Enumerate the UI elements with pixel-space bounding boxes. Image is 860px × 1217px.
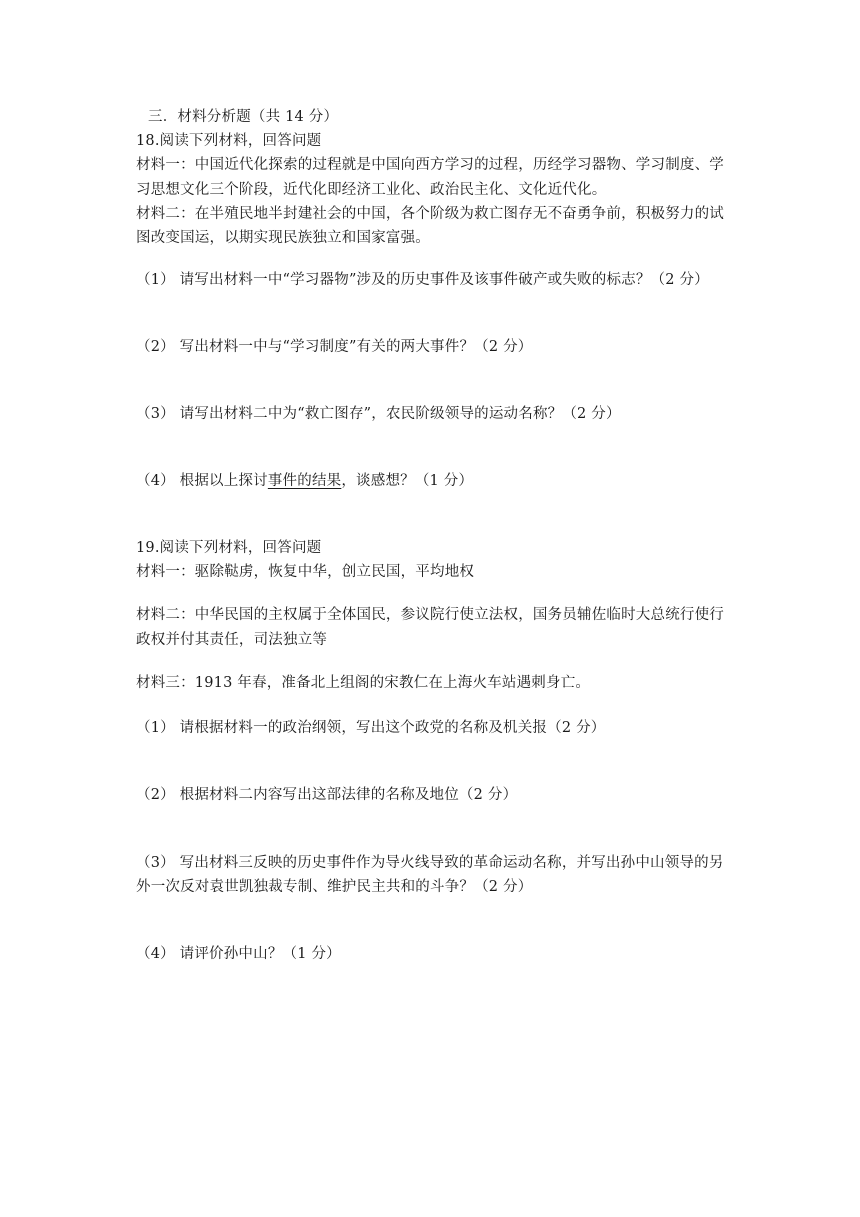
q19-subquestion-1: （1） 请根据材料一的政治纲领，写出这个政党的名称及机关报（2 分）	[136, 720, 606, 736]
q19-heading: 19.阅读下列材料，回答问题	[136, 540, 322, 556]
q19-subquestion-4: （4） 请评价孙中山？（1 分）	[136, 946, 341, 962]
q18-subquestion-3: （3） 请写出材料二中为“救亡图存”，农民阶级领导的运动名称？（2 分）	[136, 406, 621, 422]
q18-sub4-suffix: ，谈感想？（1 分）	[341, 473, 474, 489]
q18-subquestion-1: （1） 请写出材料一中“学习器物”涉及的历史事件及该事件破产或失败的标志？（2 分）	[136, 272, 709, 288]
q18-material2-line2: 图改变国运，以期实现民族独立和国家富强。	[136, 230, 430, 246]
q18-material1-line2: 习思想文化三个阶段，近代化即经济工业化、政治民主化、文化近代化。	[136, 182, 607, 198]
q19-material3: 材料三：1913 年春，准备北上组阁的宋教仁在上海火车站遇刺身亡。	[136, 675, 591, 691]
q18-subquestion-2: （2） 写出材料一中与“学习制度”有关的两大事件？（2 分）	[136, 339, 533, 355]
q19-subquestion-3-line2: 外一次反对袁世凯独裁专制、维护民主共和的斗争？（2 分）	[136, 879, 533, 895]
q19-subquestion-3-line1: （3） 写出材料三反映的历史事件作为导火线导致的革命运动名称，并写出孙中山领导的另	[136, 855, 724, 871]
q18-subquestion-4	[136, 471, 473, 491]
q18-material1-line1: 材料一：中国近代化探索的过程就是中国向西方学习的过程，历经学习器物、学习制度、学	[136, 157, 724, 173]
section-title: 三．材料分析题（共 14 分）	[148, 109, 339, 125]
q18-heading: 18.阅读下列材料，回答问题	[136, 133, 322, 149]
q18-material2-line1: 材料二：在半殖民地半封建社会的中国，各个阶级为救亡图存无不奋勇争前，积极努力的试	[136, 206, 724, 222]
q19-material1: 材料一：驱除鞑虏，恢复中华，创立民国，平均地权	[136, 564, 475, 580]
q19-subquestion-2: （2） 根据材料二内容写出这部法律的名称及地位（2 分）	[136, 787, 518, 803]
q18-sub4-prefix: （4） 根据以上探讨	[136, 473, 268, 489]
q18-sub4-underlined: 事件的结果	[267, 473, 342, 489]
q19-material2-line2: 政权并付其责任，司法独立等	[136, 632, 328, 648]
q19-material2-line1: 材料二：中华民国的主权属于全体国民，参议院行使立法权，国务员辅佐临时大总统行使行	[136, 607, 724, 623]
